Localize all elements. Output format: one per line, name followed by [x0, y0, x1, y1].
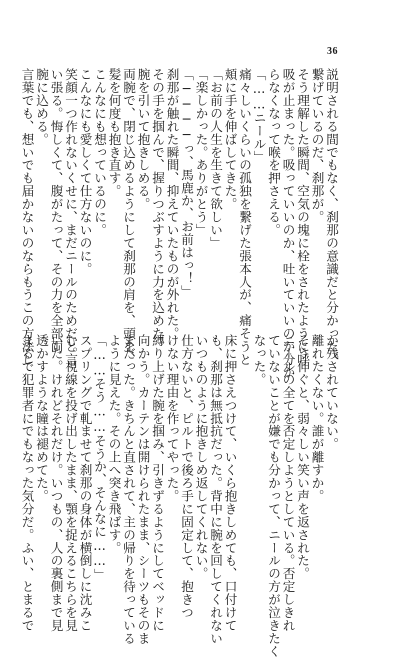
text-line: 説明される間でもなく、刹那の意識だと分かった。 [324, 68, 339, 366]
text-line: なった。 [251, 334, 267, 386]
text-line: 繋げているのだ、刹那が。 [309, 68, 325, 224]
text-line: ていないことが嫌でも分かって、ニールの方が泣きたく [266, 334, 281, 658]
text-line: いつものように抱きしめ返してくれない。 [193, 334, 209, 581]
text-line: 離れたくない。誰が離すか。 [309, 334, 325, 503]
text-line: 笑顔一つ作れないくせに、まだニールのためだと言 [63, 68, 78, 366]
text-line: らなくなって喉を押さえる。 [266, 68, 281, 237]
text-line: けない理由を作ってやった。 [164, 334, 180, 503]
text-line: も、刹那は無抵抗だった。背中に腕を回してくれない [208, 334, 223, 645]
text-line: 「……そう……そうか、そんなに……」 [92, 334, 107, 582]
text-line: スプリングで軋ませて刹那の身体が横倒しに沈みこ [77, 334, 93, 632]
text-line: む。視線を投げ出したまま、顎を捉えるこちらを見 [63, 334, 78, 632]
text-line: 「楽しかった。ありがとう」 [193, 68, 209, 237]
text-line: い張る。悔しくて、腹がたって、その力を全部両 [48, 68, 64, 353]
text-line: こんなにも想っているのに。 [92, 68, 107, 237]
text-line [237, 334, 252, 530]
text-line: まだった。きちんと直されて、主の帰りを待っている [121, 334, 136, 645]
text-line: ように見えた。その上へ突き飛ばす。 [106, 334, 122, 555]
text-line: こんなにも愛しくて仕方ないのに。 [77, 68, 93, 276]
text-line: 髪を何度も抱き直す。 [106, 68, 122, 198]
text-line: 両腕で、閉じ込めるようにして刹那の肩を、頭を、 [121, 68, 136, 366]
text-line: 吸が止まった。吸っていいのか、吐いていいのか分か [280, 68, 296, 379]
text-line: まるで犯罪者にでもなった気分だ。ふい、とまるで [19, 334, 35, 632]
text-line: 透かすような瞳は褪めてた。 [34, 334, 49, 503]
text-line: 向かう。カーテンは開けられたまま、シーツもそのま [135, 334, 151, 645]
text-line: そう理解した瞬間、空気の塊に栓をされたように呼 [295, 68, 310, 366]
text-line: 刹那が触れた瞬間、抑えていたものが外れた。 [164, 68, 180, 340]
text-line: ニールの全てを否定しようとしている。否定しきれ [280, 334, 296, 632]
lower-text-block [19, 334, 339, 658]
text-line: 「────っ、馬鹿か、お前はっ！」 [179, 68, 194, 298]
text-line: その手を掴んで、握りつぶすように力を込めた。 [150, 68, 165, 353]
text-line: 床に押さえつけて、いくら抱きしめても、口付けて [222, 334, 238, 632]
text-line: 縛り上げた腕を掴み、引きずるようにしてベッドに [150, 334, 165, 632]
text-line: いた。けれどそれだけ。いつもの、人の裏側まで見 [48, 334, 64, 632]
text-line: 腕に込める。 [34, 68, 49, 146]
text-line: 「……ニール」 [251, 68, 267, 164]
text-line: そう伸ぐと、弱々しい笑い声を返された。 [295, 334, 310, 581]
text-line: 頬に手を伸ばしてきた。 [222, 68, 238, 211]
text-line: 仕方ないと、ピルトで後ろ手に固定して、抱きつ [179, 334, 194, 619]
text-line: か残されていない。 [324, 334, 339, 451]
text-line: 痛々しいくらいの孤独を繋げた張本人が、痛そうと [237, 68, 252, 366]
text-line: 「お前の人生を生きて欲しい」 [208, 68, 223, 250]
text-line: 腕を引いて抱きしめる。 [135, 68, 151, 211]
page-number: 36 [327, 46, 338, 57]
text-line: 言葉でも、想いでも届かないのならもうこの方法し [19, 68, 35, 366]
